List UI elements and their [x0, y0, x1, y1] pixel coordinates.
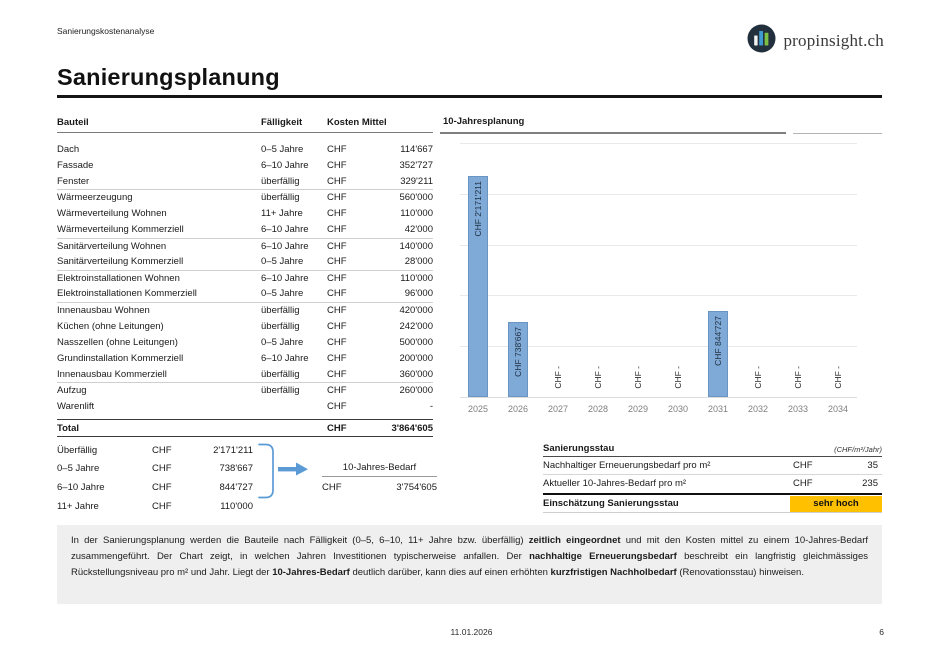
table-row [57, 366, 433, 382]
summary-currency: CHF [152, 463, 172, 475]
bauteil-cell: Warenlift [57, 401, 95, 413]
currency-cell: CHF [327, 368, 347, 380]
bauteil-cell: Nasszellen (ohne Leitungen) [57, 336, 178, 348]
summary-row [57, 478, 253, 497]
ten-year-need-box [322, 458, 437, 493]
assessment-badge: sehr hoch [790, 496, 882, 512]
table-row [57, 286, 433, 302]
summary-currency: CHF [152, 500, 172, 512]
faelligkeit-cell: 6–10 Jahre [261, 352, 309, 364]
currency-cell: CHF [327, 272, 347, 284]
footer-page-number: 6 [879, 627, 884, 637]
faelligkeit-cell: 11+ Jahre [261, 207, 303, 219]
col-header-kosten: Kosten Mittel [327, 117, 387, 128]
bauteil-cell: Sanitärverteilung Kommerziell [57, 256, 184, 268]
table-row [57, 157, 433, 173]
total-label: Total [57, 422, 79, 434]
col-header-bauteil: Bauteil [57, 117, 89, 128]
bar-value-label: CHF - [633, 366, 643, 389]
faelligkeit-cell: überfällig [261, 385, 300, 397]
amount-cell: 140'000 [399, 240, 433, 252]
table-row [57, 350, 433, 366]
bar-value-label: CHF - [673, 366, 683, 389]
currency-cell: CHF [327, 207, 347, 219]
summary-amount: 2'171'211 [213, 444, 253, 456]
amount-cell: 420'000 [399, 304, 433, 316]
bar-value-label: CHF - [553, 366, 563, 389]
bauteil-cell: Elektroinstallationen Wohnen [57, 272, 180, 284]
table-total-row [57, 419, 433, 437]
currency-cell: CHF [327, 385, 347, 397]
bar-value-label: CHF - [593, 366, 603, 389]
amount-cell: 560'000 [399, 192, 433, 204]
bar-value-label: CHF 2'171'211 [473, 181, 483, 237]
table-row [57, 382, 433, 398]
sanierungsstau-rows [543, 457, 882, 492]
faelligkeit-cell: 0–5 Jahre [261, 256, 304, 268]
currency-cell: CHF [327, 336, 347, 348]
stau-currency: CHF [793, 460, 813, 472]
summary-label: 6–10 Jahre [57, 481, 105, 493]
table-row [57, 334, 433, 350]
explanation-bold-text: nachhaltige Erneuerungsbedarf [529, 550, 677, 562]
logo-wordmark: propinsight.ch [783, 31, 884, 50]
explanation-box [57, 525, 882, 604]
bauteil-cell: Fassade [57, 159, 94, 171]
table-row [57, 238, 433, 254]
explanation-bold-text: kurzfristigen Nachholbedarf [550, 566, 677, 578]
propinsight-logo [747, 24, 884, 58]
chart-gridline [460, 397, 857, 398]
stau-value: 35 [867, 460, 878, 472]
bar-value-label: CHF 844'727 [713, 316, 723, 366]
faelligkeit-cell: 6–10 Jahre [261, 240, 309, 252]
faelligkeit-cell: überfällig [261, 192, 300, 204]
ten-year-need-currency: CHF [322, 482, 342, 493]
bauteil-cell: Grundinstallation Kommerziell [57, 352, 184, 364]
amount-cell: 200'000 [399, 352, 433, 364]
total-amount: 3'864'605 [391, 422, 433, 434]
footer-date: 11.01.2026 [450, 627, 493, 637]
x-axis-tick-label: 2028 [587, 404, 609, 414]
title-underline [57, 95, 882, 98]
chart-title: 10-Jahresplanung [443, 116, 525, 127]
currency-cell: CHF [327, 192, 347, 204]
bauteil-table [57, 113, 433, 434]
bauteil-cell: Elektroinstallationen Kommerziell [57, 288, 197, 300]
table-row [57, 189, 433, 205]
document-type-label: Sanierungskostenanalyse [57, 26, 155, 36]
summary-label: Überfällig [57, 444, 98, 456]
sanierungsstau-section [543, 438, 882, 513]
stau-row [543, 474, 882, 491]
x-axis-tick-label: 2029 [627, 404, 649, 414]
chart-title-underline [440, 132, 786, 134]
currency-cell: CHF [327, 240, 347, 252]
currency-cell: CHF [327, 401, 347, 413]
faelligkeit-cell: überfällig [261, 368, 300, 380]
bauteil-cell: Wärmeverteilung Kommerziell [57, 224, 184, 236]
chart-header-right-rule [793, 133, 882, 134]
currency-cell: CHF [327, 256, 347, 268]
currency-cell: CHF [327, 224, 347, 236]
amount-cell: 110'000 [400, 272, 433, 284]
bar-value-label: CHF 738'667 [513, 326, 523, 377]
faelligkeit-cell: 0–5 Jahre [261, 143, 304, 155]
faelligkeit-cell: überfällig [261, 175, 300, 187]
explanation-text: und mit den Kosten mittel zu einem 10-Jahres-Bedarf zusammengeführt. Der Chart zeigt, in welchen Jahren Investitionen typischerweise anfallen. Der [71, 535, 868, 562]
bar-value-label: CHF - [833, 366, 843, 389]
x-axis-tick-label: 2034 [827, 404, 849, 414]
amount-cell: 114'667 [400, 143, 433, 155]
currency-cell: CHF [327, 352, 347, 364]
explanation-text: deutlich darüber, kann dies auf einen erhöhten [349, 566, 551, 578]
explanation-text: (Renovationsstau) hinweisen. [676, 566, 804, 578]
chart-gridline [460, 245, 857, 246]
table-row [57, 270, 433, 286]
x-axis-tick-label: 2032 [747, 404, 769, 414]
bar-chart-plot [460, 143, 857, 414]
amount-cell: 500'000 [399, 336, 433, 348]
assessment-label: Einschätzung Sanierungsstau [543, 497, 679, 509]
summary-amount: 110'000 [220, 500, 253, 512]
sanierungsstau-header [543, 438, 882, 457]
table-row [57, 254, 433, 270]
bauteil-cell: Innenausbau Wohnen [57, 304, 150, 316]
faelligkeit-cell: 6–10 Jahre [261, 224, 309, 236]
amount-cell: 42'000 [404, 224, 433, 236]
col-header-faelligkeit: Fälligkeit [261, 117, 303, 128]
bauteil-cell: Wärmeverteilung Wohnen [57, 207, 167, 219]
ten-year-need-title: 10-Jahres-Bedarf [322, 458, 437, 477]
stau-currency: CHF [793, 477, 813, 489]
faelligkeit-cell: 0–5 Jahre [261, 288, 304, 300]
bauteil-cell: Sanitärverteilung Wohnen [57, 240, 167, 252]
currency-cell: CHF [327, 159, 347, 171]
amount-cell: 352'727 [399, 159, 433, 171]
ten-year-need-row [322, 477, 437, 493]
chart-gridline [460, 194, 857, 195]
amount-cell: 96'000 [404, 288, 433, 300]
explanation-text: In der Sanierungsplanung werden die Bauteile nach Fälligkeit (0–5, 6–10, 11+ Jahre bzw. überfällig) [71, 535, 529, 546]
table-row [57, 318, 433, 334]
faelligkeit-cell: überfällig [261, 320, 300, 332]
x-axis-tick-label: 2027 [547, 404, 569, 414]
currency-cell: CHF [327, 320, 347, 332]
summary-amount: 844'727 [219, 481, 253, 493]
currency-cell: CHF [327, 175, 347, 187]
bauteil-cell: Aufzug [57, 385, 87, 397]
table-row [57, 399, 433, 415]
faelligkeit-cell: überfällig [261, 304, 300, 316]
explanation-bold-text: 10-Jahres-Bedarf [272, 566, 350, 578]
page-title: Sanierungsplanung [57, 64, 280, 90]
x-axis-tick-label: 2031 [707, 404, 729, 414]
ten-year-need-amount: 3'754'605 [396, 482, 437, 493]
currency-cell: CHF [327, 288, 347, 300]
amount-cell: 242'000 [399, 320, 433, 332]
table-row [57, 141, 433, 157]
table-body [57, 141, 433, 415]
amount-cell: 260'000 [399, 385, 433, 397]
x-axis-tick-label: 2025 [467, 404, 489, 414]
amount-cell: 28'000 [404, 256, 433, 268]
bar-value-label: CHF - [793, 366, 803, 389]
table-header-row [57, 113, 433, 133]
grouping-bracket-icon [258, 443, 275, 504]
summary-currency: CHF [152, 481, 172, 493]
bauteil-cell: Dach [57, 143, 80, 155]
faelligkeit-cell: 6–10 Jahre [261, 272, 309, 284]
summary-amount: 738'667 [219, 463, 253, 475]
amount-cell: 110'000 [400, 207, 433, 219]
total-currency: CHF [327, 422, 347, 434]
arrow-right-icon [278, 462, 308, 481]
faelligkeit-cell: 6–10 Jahre [261, 159, 309, 171]
stau-label: Aktueller 10-Jahres-Bedarf pro m² [543, 477, 687, 489]
faelligkeit-summary [57, 441, 253, 515]
stau-value: 235 [862, 477, 878, 489]
bauteil-cell: Wärmeerzeugung [57, 192, 133, 204]
chart-gridline [460, 295, 857, 296]
summary-currency: CHF [152, 444, 172, 456]
amount-cell: 329'211 [400, 175, 433, 187]
table-row [57, 205, 433, 221]
summary-label: 11+ Jahre [57, 500, 99, 512]
bauteil-cell: Küchen (ohne Leitungen) [57, 320, 164, 332]
summary-row [57, 441, 253, 460]
x-axis-tick-label: 2030 [667, 404, 689, 414]
chart-gridline [460, 143, 857, 144]
summary-label: 0–5 Jahre [57, 463, 100, 475]
stau-row [543, 457, 882, 474]
sanierungsstau-unit: (CHF/m²/Jahr) [834, 445, 882, 454]
summary-row [57, 460, 253, 479]
assessment-row [543, 495, 882, 513]
table-row [57, 221, 433, 237]
explanation-bold-text: zeitlich eingeordnet [528, 535, 621, 546]
bar-value-label: CHF - [753, 366, 763, 389]
bauteil-cell: Innenausbau Kommerziell [57, 368, 167, 380]
explanation-text: beschreibt ein langfristig gleichmässiges Rückstellungsniveau pro m² und Jahr. Liegt der [71, 550, 869, 578]
sanierungsstau-title: Sanierungsstau [543, 443, 615, 454]
currency-cell: CHF [327, 143, 347, 155]
table-row [57, 302, 433, 318]
currency-cell: CHF [327, 304, 347, 316]
summary-row [57, 497, 253, 516]
amount-cell: - [429, 401, 433, 413]
bauteil-cell: Fenster [57, 175, 90, 187]
stau-label: Nachhaltiger Erneuerungsbedarf pro m² [543, 460, 711, 472]
logo-barchart-icon [747, 24, 776, 58]
x-axis-tick-label: 2026 [507, 404, 529, 414]
table-row [57, 173, 433, 189]
faelligkeit-cell: 0–5 Jahre [261, 336, 304, 348]
x-axis-tick-label: 2033 [787, 404, 809, 414]
amount-cell: 360'000 [399, 368, 433, 380]
